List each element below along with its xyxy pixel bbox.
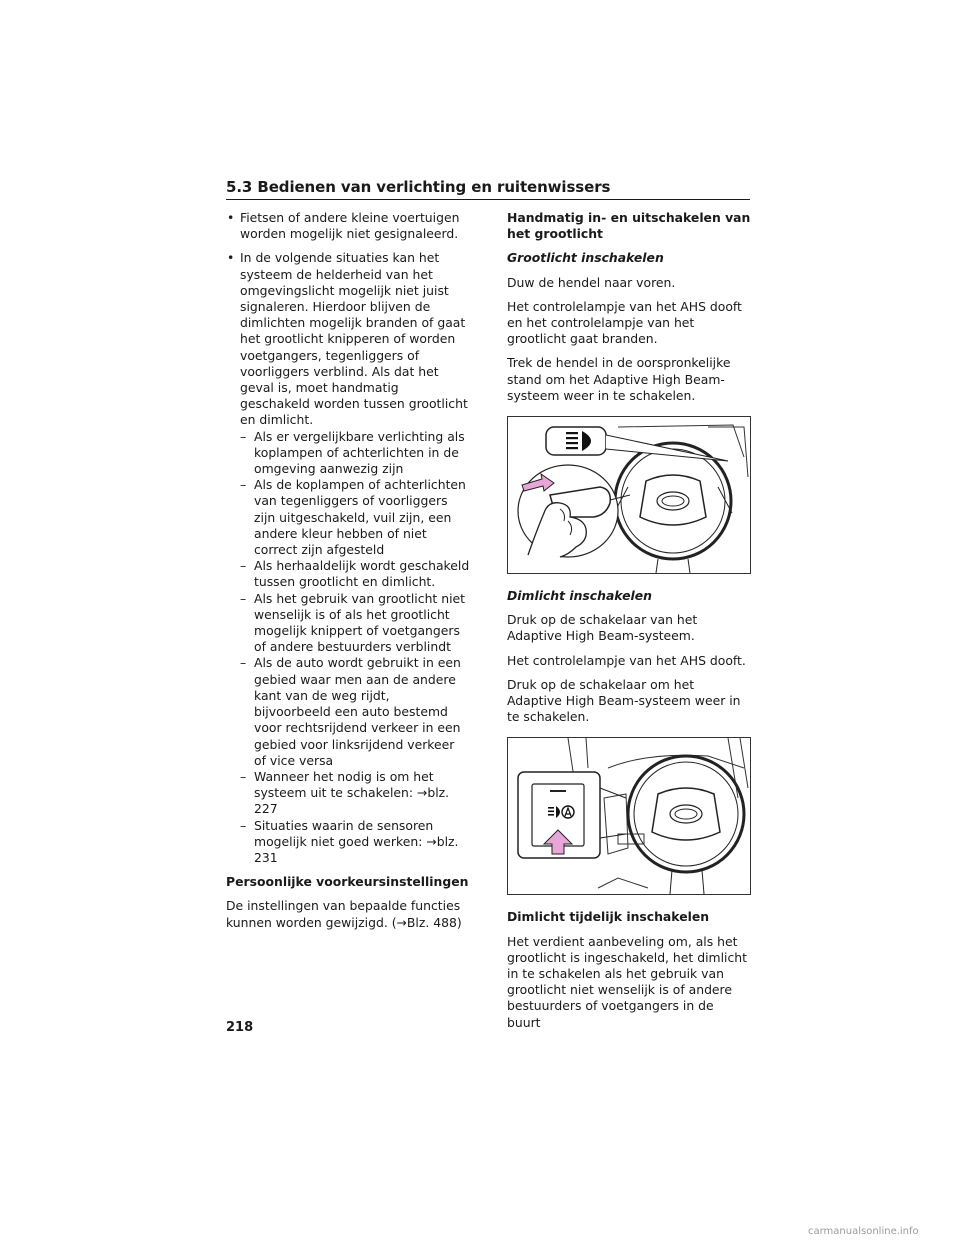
ahs-switch-illustration [507,737,751,895]
dash-item [226,477,470,558]
dash-mark: – [240,428,247,444]
dash-text: Als er vergelijkbare verlichting als koplampen of achterlichten in de omgeving aanwezig zijn [254,428,465,477]
dash-item [226,655,470,768]
dash-mark: – [240,817,247,833]
paragraph: Trek de hendel in de oorspronkelijke stand om het Adaptive High Beam-systeem weer in te schakelen. [507,355,731,403]
dash-text: Als het gebruik van grootlicht niet wenselijk is of als het grootlicht mogelijk knippert of voetgangers of andere bestuurders verblindt [254,590,465,655]
dash-text: Als herhaaldelijk wordt geschakeld tussen grootlicht en dimlicht. [254,558,470,590]
bullet-text: Fietsen of andere kleine voertuigen worden mogelijk niet gesignaleerd. [240,210,460,242]
paragraph: Duw de hendel naar voren. [507,274,676,290]
dash-item [226,558,470,590]
subheading: Dimlicht inschakelen [507,588,652,604]
left-column [226,210,470,939]
bullet-item [226,210,470,242]
bullet-dot: • [227,210,235,225]
header-rule [226,199,750,200]
dash-list [226,429,470,866]
dash-item [226,769,470,818]
right-column [507,210,751,1039]
dash-mark: – [240,768,247,784]
high-beam-lever-illustration [507,416,751,574]
paragraph: Het verdient aanbeveling om, als het grootlicht is ingeschakeld, het dimlicht in te schakelen als het gebruik van grootlicht niet wenselijk is of andere bestuurders of voetgangers in de buurt [507,933,747,1030]
dash-mark: – [240,477,247,493]
paragraph: Druk op de schakelaar van het Adaptive High Beam-systeem. [507,612,698,644]
dash-text: Situaties waarin de sensoren mogelijk niet goed werken: →blz. 231 [254,817,459,865]
dash-item [226,429,470,478]
dash-text: Als de auto wordt gebruikt in een gebied waar men aan de andere kant van de weg rijdt, bijvoorbeeld een auto bestemd voor rechtsrijdend verkeer in een gebied voor linksrijdend verkeer of vice versa [254,655,461,768]
section-header [226,177,750,200]
section-title: 5.3 Bedienen van verlichting en ruitenwissers [226,178,611,196]
paragraph: De instellingen van bepaalde functies kunnen worden gewijzigd. (→Blz. 488) [226,898,462,930]
section-heading: Handmatig in- en uitschakelen van het grootlicht [507,210,751,242]
bullet-text: In de volgende situaties kan het systeem de helderheid van het omgevingslicht mogelijk niet juist signaleren. Hierdoor blijven de dimlichten mogelijk branden of gaat het grootlicht knipperen of worden voetgangers, tegenliggers of voorliggers verblind. Als dat het geval is, moet handmatig geschakeld worden tussen grootlicht en dimlicht. [240,250,468,428]
page-number: 218 [226,1020,254,1035]
dash-mark: – [240,590,247,606]
dash-text: Wanneer het nodig is om het systeem uit te schakelen: →blz. 227 [254,768,450,817]
paragraph: Het controlelampje van het AHS dooft. [507,652,746,668]
dash-mark: – [240,558,247,574]
dash-text: Als de koplampen of achterlichten van tegenliggers of voorliggers zijn uitgeschakeld, vuil zijn, een andere kleur hebben of niet correct zijn afgesteld [254,477,466,558]
section-heading: Dimlicht tijdelijk inschakelen [507,909,710,925]
dash-mark: – [240,655,247,671]
paragraph: Het controlelampje van het AHS dooft en het controlelampje van het grootlicht gaat branden. [507,298,742,347]
subheading: Grootlicht inschakelen [507,250,664,266]
paragraph: Druk op de schakelaar om het Adaptive High Beam-systeem weer in te schakelen. [507,676,741,725]
section-heading: Persoonlijke voorkeursinstellingen [226,874,469,890]
dash-item [226,818,470,867]
watermark: carmanualsonline.info [808,1226,919,1237]
dash-item [226,591,470,656]
bullet-dot: • [227,250,235,266]
bullet-item [226,250,470,428]
